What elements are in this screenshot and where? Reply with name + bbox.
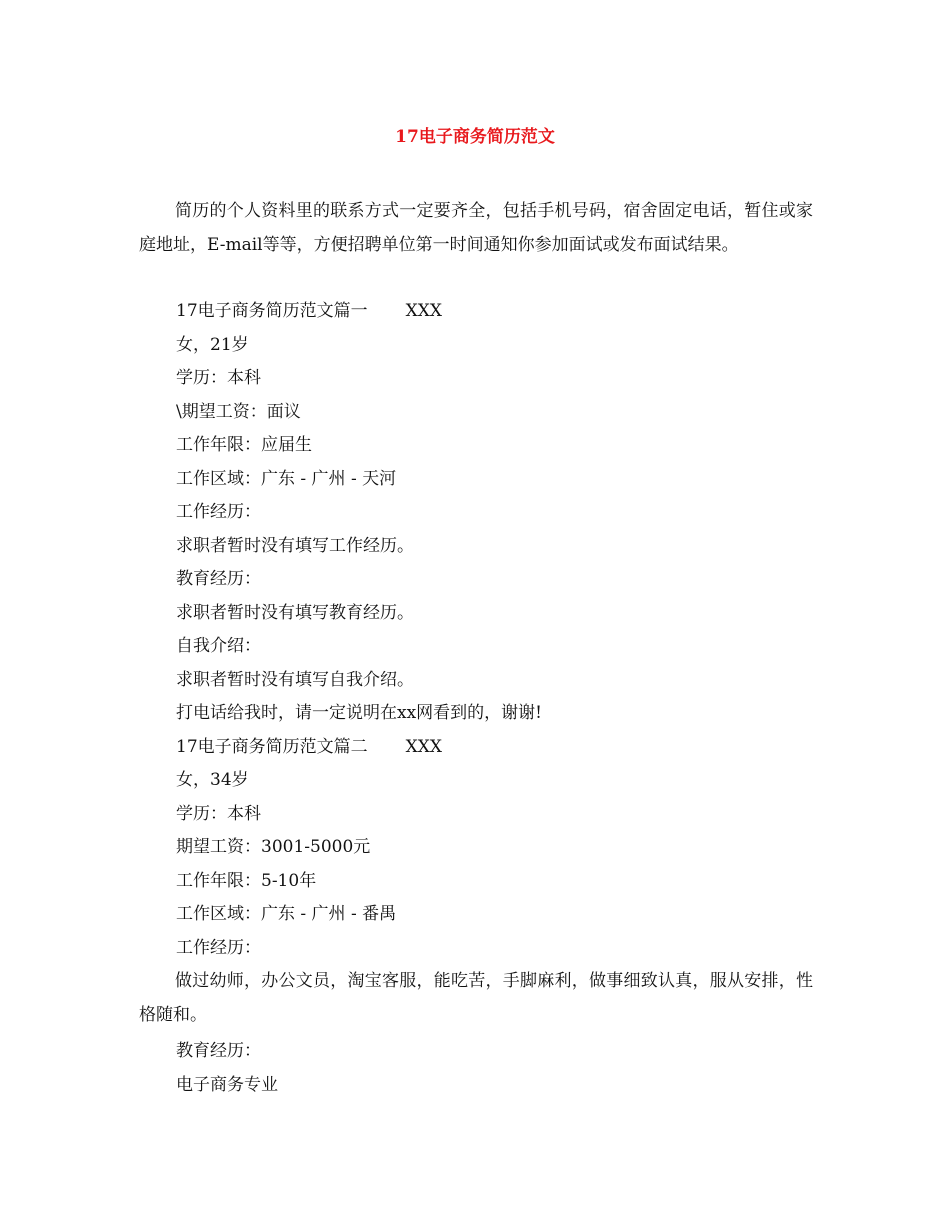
resume2-work-text: 做过幼师，办公文员，淘宝客服，能吃苦，手脚麻利，做事细致认真，服从安排，性格随和。 [139, 971, 813, 1025]
resume1-intro-text: 求职者暂时没有填写自我介绍。 [176, 669, 414, 690]
resume1-work-label: 工作经历： [176, 502, 261, 522]
resume2-edu-text: 电子商务专业 [176, 1074, 278, 1095]
resume1-contact-note: 打电话给我时，请一定说明在xx网看到的，谢谢! [176, 703, 543, 723]
resume1-education: 学历：本科 [176, 368, 261, 388]
resume1-name: XXX [405, 301, 442, 321]
resume1-salary: \期望工资：面议 [176, 401, 301, 422]
resume2-salary: 期望工资：3001-5000元 [176, 837, 371, 857]
intro-paragraph: 简历的个人资料里的联系方式一定要齐全，包括手机号码，宿舍固定电话，暂住或家庭地址，E-mail等等，方便招聘单位第一时间通知你参加面试或发布面试结果。 [139, 201, 813, 255]
resume1-gender-age: 女，21岁 [176, 334, 249, 355]
resume1-region: 工作区域：广东 - 广州 - 天河 [176, 468, 397, 489]
resume1-years: 工作年限：应届生 [176, 435, 312, 455]
resume2-region: 工作区域：广东 - 广州 - 番禺 [176, 904, 397, 924]
resume2-tail-lines [176, 1035, 816, 1102]
resume2-heading: 17电子商务简历范文篇二 [176, 736, 368, 757]
resume-lines [176, 295, 816, 965]
resume2-gender-age: 女，34岁 [176, 770, 249, 790]
resume2-education: 学历：本科 [176, 803, 261, 824]
resume2-work-label: 工作经历： [176, 937, 261, 958]
resume1-heading-line [176, 295, 816, 329]
resume1-work-text: 求职者暂时没有填写工作经历。 [176, 535, 414, 556]
document-title: 17电子商务简历范文 [395, 127, 555, 147]
resume2-name: XXX [405, 736, 442, 757]
resume2-years: 工作年限：5-10年 [176, 870, 317, 891]
resume1-intro-label: 自我介绍： [176, 636, 261, 656]
resume2-heading-line [176, 731, 816, 765]
resume1-edu-text: 求职者暂时没有填写教育经历。 [176, 602, 414, 623]
resume1-edu-label: 教育经历： [176, 569, 261, 589]
resume1-heading: 17电子商务简历范文篇一 [176, 301, 368, 321]
resume2-edu-label: 教育经历： [176, 1041, 261, 1061]
